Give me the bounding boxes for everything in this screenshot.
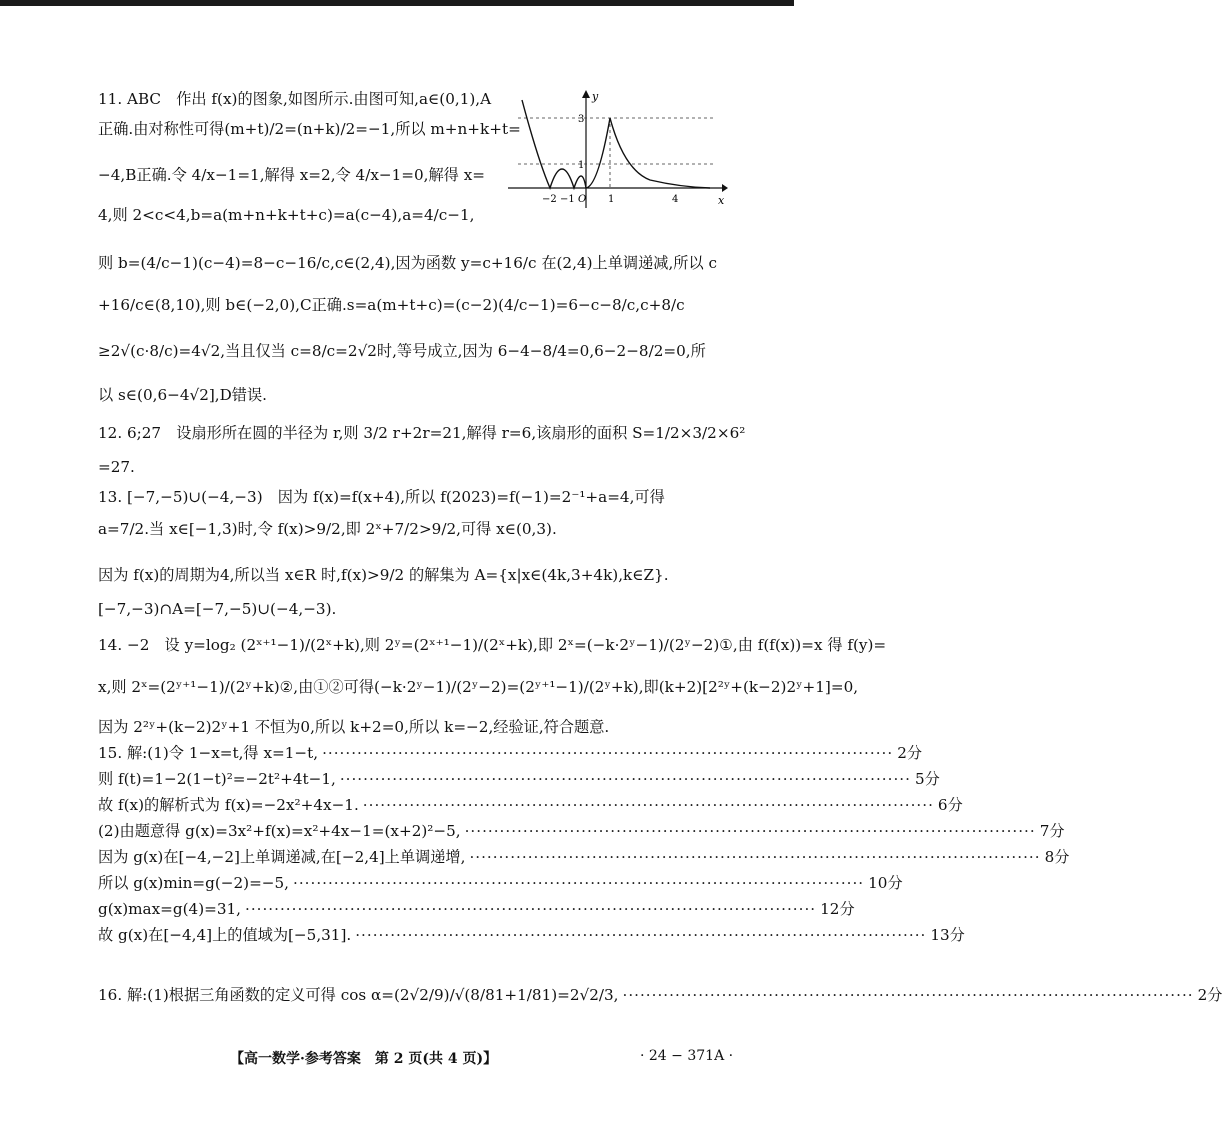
- leader-dots: ··································································································: [469, 848, 1041, 866]
- score-step: 故 f(x)的解析式为 f(x)=−2x²+4x−1.: [98, 796, 359, 814]
- footer-code: · 24 − 371A ·: [640, 1048, 734, 1064]
- score-row: [98, 926, 965, 944]
- score-row: [98, 822, 1065, 840]
- score-points: 12分: [820, 900, 855, 918]
- function-graph: [410, 90, 730, 212]
- score-row: [98, 744, 923, 762]
- leader-dots: ··································································································: [362, 796, 934, 814]
- score-points: 8分: [1044, 848, 1070, 866]
- score-row: [98, 874, 903, 892]
- score-row: [98, 986, 1222, 1004]
- graph-x-arrow: [722, 184, 728, 192]
- score-row: [98, 848, 1070, 866]
- leader-dots: ··································································································: [355, 926, 927, 944]
- graph-y-label: y: [592, 90, 599, 103]
- graph-x-tick: −1: [560, 194, 575, 205]
- answer-line: 正确.由对称性可得(m+t)/2=(n+k)/2=−1,所以 m+n+k+t=: [98, 120, 521, 138]
- leader-dots: ··································································································: [293, 874, 865, 892]
- answer-line: 4,则 2<c<4,b=a(m+n+k+t+c)=a(c−4),a=4/c−1,: [98, 206, 475, 224]
- answer-line: ≥2√(c·8/c)=4√2,当且仅当 c=8/c=2√2时,等号成立,因为 6−4−8/4=0,6−2−8/2=0,所: [98, 342, 706, 360]
- footer-title: 【高一数学·参考答案 第 2 页(共 4 页)】: [230, 1051, 498, 1067]
- top-border: [0, 0, 794, 6]
- score-step: 16. 解:(1)根据三角函数的定义可得 cos α=(2√2/9)/√(8/81+1/81)=2√2/3,: [98, 986, 619, 1004]
- leader-dots: ··································································································: [245, 900, 817, 918]
- score-step: 故 g(x)在[−4,4]上的值域为[−5,31].: [98, 926, 352, 944]
- score-row: [98, 770, 940, 788]
- answer-line: 12. 6;27 设扇形所在圆的半径为 r,则 3/2 r+2r=21,解得 r=6,该扇形的面积 S=1/2×3/2×6²: [98, 424, 746, 442]
- score-row: [98, 900, 855, 918]
- score-points: 7分: [1039, 822, 1065, 840]
- graph-y-arrow: [582, 90, 590, 98]
- answer-line: =27.: [98, 458, 135, 476]
- answer-line: 因为 2²ʸ+(k−2)2ʸ+1 不恒为0,所以 k+2=0,所以 k=−2,经验证,符合题意.: [98, 718, 610, 736]
- score-step: 因为 g(x)在[−4,−2]上单调递减,在[−2,4]上单调递增,: [98, 848, 466, 866]
- leader-dots: ··································································································: [339, 770, 911, 788]
- graph-x-label: x: [718, 194, 725, 207]
- graph-x-tick: 4: [672, 194, 679, 205]
- score-step: 15. 解:(1)令 1−x=t,得 x=1−t,: [98, 744, 319, 762]
- leader-dots: ··································································································: [322, 744, 894, 762]
- leader-dots: ··································································································: [622, 986, 1194, 1004]
- score-points: 10分: [868, 874, 903, 892]
- score-points: 6分: [937, 796, 963, 814]
- answer-line: 因为 f(x)的周期为4,所以当 x∈R 时,f(x)>9/2 的解集为 A={x|x∈(4k,3+4k),k∈Z}.: [98, 566, 669, 584]
- answer-line: 13. [−7,−5)∪(−4,−3) 因为 f(x)=f(x+4),所以 f(2023)=f(−1)=2⁻¹+a=4,可得: [98, 488, 665, 506]
- answer-line: [−7,−3)∩A=[−7,−5)∪(−4,−3).: [98, 600, 337, 618]
- score-step: 所以 g(x)min=g(−2)=−5,: [98, 874, 290, 892]
- graph-x-tick: −2: [542, 194, 557, 205]
- score-points: 13分: [930, 926, 965, 944]
- score-step: 则 f(t)=1−2(1−t)²=−2t²+4t−1,: [98, 770, 336, 788]
- score-row: [98, 796, 963, 814]
- graph-y-tick: 1: [578, 160, 585, 171]
- answer-line: 以 s∈(0,6−4√2],D错误.: [98, 386, 267, 404]
- leader-dots: ··································································································: [464, 822, 1036, 840]
- answer-line: +16/c∈(8,10),则 b∈(−2,0),C正确.s=a(m+t+c)=(c−2)(4/c−1)=6−c−8/c,c+8/c: [98, 296, 685, 314]
- graph-curve: [522, 100, 710, 188]
- answer-line: −4,B正确.令 4/x−1=1,解得 x=2,令 4/x−1=0,解得 x=: [98, 166, 485, 184]
- answer-line: x,则 2ˣ=(2ʸ⁺¹−1)/(2ʸ+k)②,由①②可得(−k·2ʸ−1)/(2ʸ−2)=(2ʸ⁺¹−1)/(2ʸ+k),即(k+2)[2²ʸ+(k−2)2ʸ+1]=0,: [98, 678, 859, 696]
- score-points: 2分: [897, 744, 923, 762]
- graph-x-tick: 1: [608, 194, 615, 205]
- score-step: (2)由题意得 g(x)=3x²+f(x)=x²+4x−1=(x+2)²−5,: [98, 822, 461, 840]
- graph-y-tick: 3: [578, 114, 585, 125]
- answer-line: 则 b=(4/c−1)(c−4)=8−c−16/c,c∈(2,4),因为函数 y=c+16/c 在(2,4)上单调递减,所以 c: [98, 254, 717, 272]
- graph-origin-label: O: [578, 194, 587, 205]
- answer-line: 11. ABC 作出 f(x)的图象,如图所示.由图可知,a∈(0,1),A: [98, 90, 492, 108]
- score-points: 2分: [1197, 986, 1222, 1004]
- score-points: 5分: [914, 770, 940, 788]
- answer-line: 14. −2 设 y=log₂ (2ˣ⁺¹−1)/(2ˣ+k),则 2ʸ=(2ˣ⁺¹−1)/(2ˣ+k),即 2ˣ=(−k·2ʸ−1)/(2ʸ−2)①,由 f(f(x))=x 得 f(y)=: [98, 636, 887, 654]
- answer-line: a=7/2.当 x∈[−1,3)时,令 f(x)>9/2,即 2ˣ+7/2>9/2,可得 x∈(0,3).: [98, 520, 557, 538]
- score-step: g(x)max=g(4)=31,: [98, 900, 241, 918]
